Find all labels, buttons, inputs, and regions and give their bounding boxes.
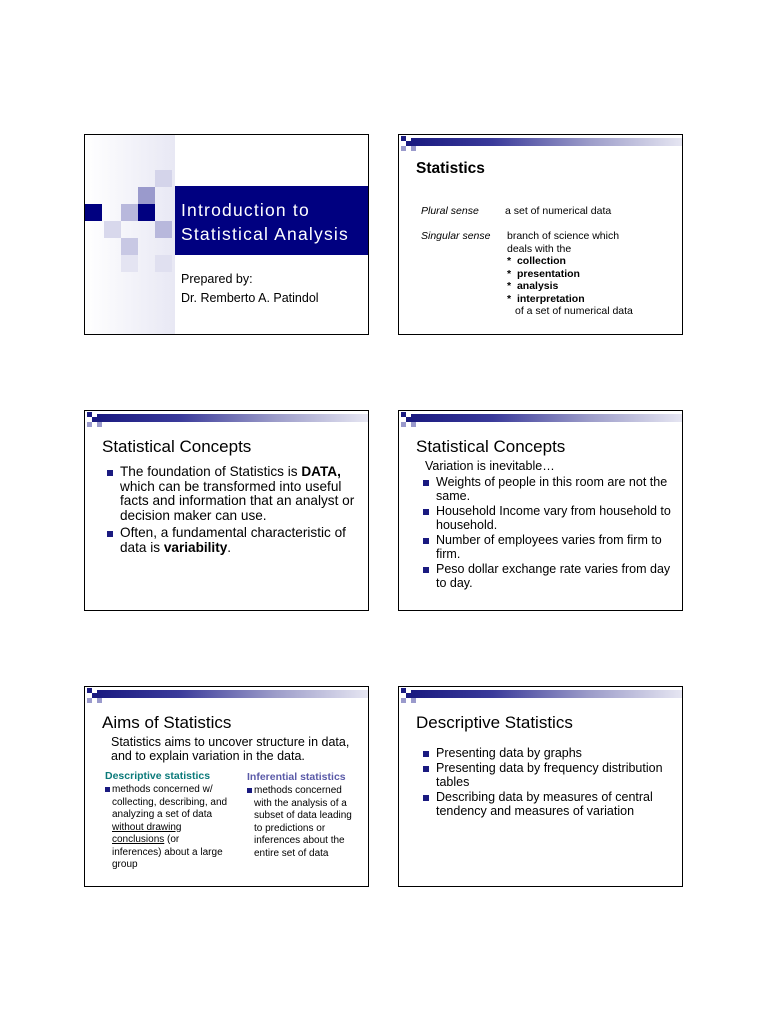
deco-square [104,221,121,238]
intro-text: Variation is inevitable… [425,459,555,473]
slide-title: Descriptive Statistics [416,713,573,732]
bullet-item: Describing data by measures of central tendency and measures of variation [421,790,671,818]
plural-text: a set of numerical data [505,205,612,217]
slide-aims-of-statistics [84,686,369,887]
plural-label: Plural sense [421,205,479,217]
slide-header-decoration [399,687,682,703]
deco-square [155,170,172,187]
slide-header-decoration [399,411,682,427]
title-line: Introduction to [181,200,310,220]
bullet-item: Peso dollar exchange rate varies from day to day. [421,562,671,590]
slide-header-decoration [85,687,368,703]
definition-item: * analysis [507,280,559,292]
bullet-item: Often, a fundamental characteristic of data is variability. [105,526,355,555]
slide-title: Statistical Concepts [102,437,252,456]
bullet-item: Number of employees varies from firm to firm. [421,533,671,561]
singular-label: Singular sense [421,230,491,242]
bullet-item: Household Income vary from household to household. [421,504,671,532]
slide-descriptive-statistics [398,686,683,887]
definition-item: * presentation [507,267,580,280]
inferential-heading: Inferential statistics [247,771,346,783]
deco-square [155,221,172,238]
definition-line: branch of science which [507,230,620,242]
slide-title [84,134,369,335]
prepared-label: Prepared by: [181,272,253,286]
slide-header-decoration [85,411,368,427]
deco-square-navy [138,204,155,221]
slide-title: Aims of Statistics [102,713,232,732]
deco-square [121,255,138,272]
definition-line: of a set of numerical data [515,305,633,317]
author-name: Dr. Remberto A. Patindol [181,291,319,305]
slide-title-text [181,198,349,246]
deco-square [121,204,138,221]
definition-item: * collection [507,255,566,267]
slide-title: Statistics [416,160,485,177]
deco-square [155,255,172,272]
prepared-by [181,270,319,308]
singular-definition [507,230,633,318]
descriptive-text: methods concerned w/ collecting, describing, and analyzing a set of data without drawing conclusions (or inferences) about a large group [105,784,230,872]
bullet-item: Presenting data by graphs [421,746,671,760]
deco-square [138,187,155,204]
slide-statistical-concepts-1 [84,410,369,611]
bullet-item: Presenting data by frequency distribution tables [421,761,671,789]
bullet-list [421,746,671,819]
bullet-item: Weights of people in this room are not the same. [421,475,671,503]
bullet-list [105,465,355,558]
definition-item: * interpretation [507,292,585,305]
definition-line: deals with the [507,242,572,255]
slide-statistics [398,134,683,335]
title-line: Statistical Analysis [181,224,349,244]
deco-square [121,238,138,255]
intro-text: Statistics aims to uncover structure in data, and to explain variation in the data. [111,735,350,763]
inferential-text: methods concerned with the analysis of a subset of data leading to predictions or inferences about the entire set of data [247,785,359,860]
deco-square-navy [85,204,102,221]
descriptive-heading: Descriptive statistics [105,770,211,782]
slide-statistical-concepts-2 [398,410,683,611]
bullet-list [421,475,671,591]
slide-header-decoration [399,135,682,151]
bullet-item: The foundation of Statistics is DATA, which can be transformed into useful facts and information that an analyst or decision maker can use. [105,465,355,523]
slide-title: Statistical Concepts [416,437,566,456]
